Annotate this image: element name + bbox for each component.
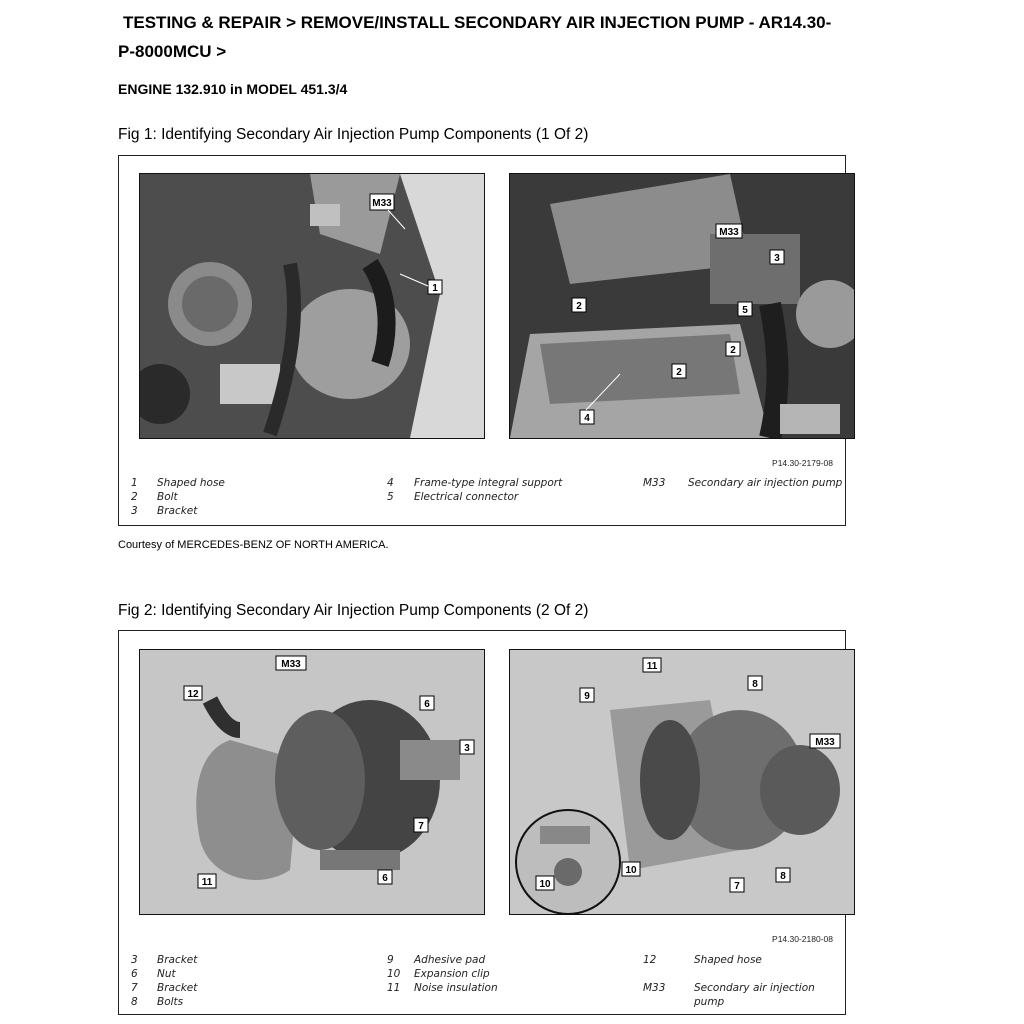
fig1-right-callout-3: 3 — [774, 253, 780, 264]
fig2-left-callout-6b: 6 — [382, 873, 388, 884]
legend-text: Bracket — [157, 505, 198, 517]
fig2-right-callout-8a: 8 — [752, 679, 758, 690]
legend-text: Secondary air injection pump — [688, 477, 843, 489]
fig1-right-callout-2c: 2 — [676, 367, 682, 378]
legend-num: 3 — [131, 505, 138, 517]
fig1-photo-support — [509, 173, 855, 439]
legend-text: Bolt — [157, 491, 178, 503]
fig2-left-callout-3: 3 — [464, 743, 470, 754]
courtesy-note: Courtesy of MERCEDES-BENZ OF NORTH AMERICA. — [118, 539, 389, 551]
legend-text: Noise insulation — [414, 982, 498, 994]
legend-text: Electrical connector — [414, 491, 519, 503]
fig2-photo-pump-front — [509, 649, 855, 915]
fig2-box — [118, 630, 846, 1015]
fig1-photo-engine-bay — [139, 173, 485, 439]
legend-num: 9 — [387, 954, 394, 966]
fig2-right-callout-10b: 10 — [625, 865, 637, 876]
legend-num: 3 — [131, 954, 138, 966]
fig2-right-callout-11: 11 — [646, 661, 658, 672]
fig2-ref-code: P14.30-2180-08 — [772, 934, 833, 944]
fig1-right-callout-m33: M33 — [719, 227, 739, 238]
fig2-left-callout-m33: M33 — [281, 659, 301, 670]
fig2-caption: Fig 2: Identifying Secondary Air Injection Pump Components (2 Of 2) — [118, 602, 589, 619]
legend-text: Bracket — [157, 982, 198, 994]
fig1-caption: Fig 1: Identifying Secondary Air Injection Pump Components (1 Of 2) — [118, 126, 589, 143]
fig1-right-callout-2a: 2 — [576, 301, 582, 312]
fig1-legend — [119, 476, 845, 521]
fig1-left-callout-1: 1 — [432, 283, 438, 294]
legend-num: 7 — [131, 982, 138, 994]
fig1-right-callout-2b: 2 — [730, 345, 736, 356]
page-title — [118, 8, 938, 66]
fig2-right-callout-10a: 10 — [539, 879, 551, 890]
legend-num: M33 — [643, 477, 666, 489]
legend-num: 4 — [387, 477, 394, 489]
legend-text: Frame-type integral support — [414, 477, 563, 489]
fig2-left-callout-6a: 6 — [424, 699, 430, 710]
legend-num: 10 — [387, 968, 401, 980]
legend-text: Bracket — [157, 954, 198, 966]
legend-text: Adhesive pad — [414, 954, 486, 966]
legend-text: Bolts — [157, 996, 184, 1008]
fig1-box — [118, 155, 846, 526]
fig1-ref-code: P14.30-2179-08 — [772, 458, 833, 468]
legend-text: Secondary air injection pump — [694, 982, 815, 1008]
legend-text: Shaped hose — [157, 477, 225, 489]
title-line-1: TESTING & REPAIR > REMOVE/INSTALL SECONDARY AIR INJECTION PUMP - AR14.30- — [123, 13, 832, 32]
legend-num: 8 — [131, 996, 138, 1008]
fig2-legend — [119, 953, 845, 1011]
legend-text: Shaped hose — [694, 954, 762, 966]
legend-text: Expansion clip — [414, 968, 490, 980]
fig2-left-callout-11: 11 — [201, 877, 213, 888]
engine-heading: ENGINE 132.910 in MODEL 451.3/4 — [118, 81, 348, 97]
fig2-photo-pump-side — [139, 649, 485, 915]
fig1-left-illustration — [140, 174, 484, 438]
fig1-left-callout-m33: M33 — [372, 198, 392, 209]
fig2-right-callout-9: 9 — [584, 691, 590, 702]
legend-num: 6 — [131, 968, 138, 980]
fig2-right-callout-m33: M33 — [815, 737, 835, 748]
legend-num: 12 — [643, 954, 657, 966]
legend-num: 11 — [387, 982, 401, 994]
fig2-left-callout-7: 7 — [418, 821, 424, 832]
legend-num: 2 — [131, 491, 138, 503]
legend-num: M33 — [643, 982, 666, 994]
title-line-2: P-8000MCU > — [118, 42, 227, 61]
fig2-right-callout-7: 7 — [734, 881, 740, 892]
fig1-right-illustration — [510, 174, 854, 438]
fig2-left-callout-12: 12 — [187, 689, 199, 700]
fig2-left-illustration — [140, 650, 484, 914]
legend-num: 5 — [387, 491, 394, 503]
legend-num: 1 — [131, 477, 138, 489]
fig1-right-callout-5: 5 — [742, 305, 748, 316]
fig2-right-illustration — [510, 650, 854, 914]
fig1-right-callout-4: 4 — [584, 413, 590, 424]
fig2-right-callout-8b: 8 — [780, 871, 786, 882]
legend-text: Nut — [157, 968, 176, 980]
